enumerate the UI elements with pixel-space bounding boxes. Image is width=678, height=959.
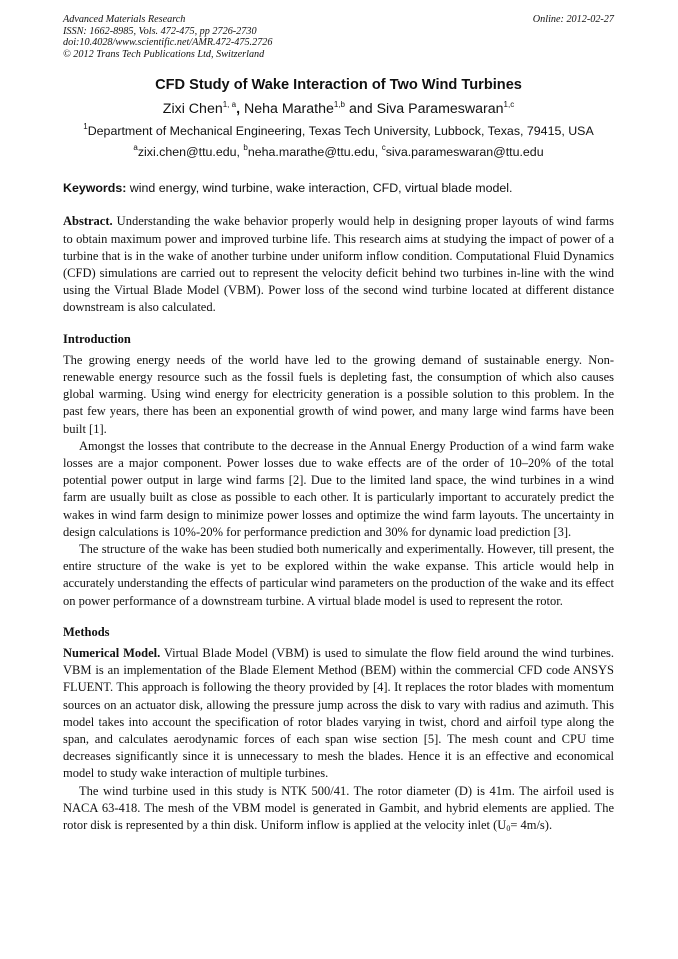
methods-paragraph [63,783,614,835]
email-list [63,145,614,159]
author-name: Siva Parameswaran [376,101,504,118]
paper-title: CFD Study of Wake Interaction of Two Wind Turbines [155,77,522,94]
author-name: Neha Marathe [243,101,334,118]
methods-text-end: = 4m/s). [510,818,553,833]
email-superscript: a [133,143,138,153]
author-superscript: 1,c [503,100,515,110]
abstract-label: Abstract. [63,214,113,229]
author-separator: , [236,101,244,118]
intro-paragraph: The structure of the wake has been studied both numerically and experimentally. However, till present, the entire structure of the wake is yet to be explored within the wake expanse. This article would help in accurately understanding the effects of particular wind parameters on the production of the wake and its effect on power performance of a downstream turbine. A virtual blade model is used to represent the rotor. [63,542,614,608]
abstract-text: Understanding the wake behavior properly would help in designing proper layouts of wind farms to obtain maximum power and improved turbine life. This research aims at studying the impact of power of a turbine that is in the wake of another turbine under uniform inflow condition. Computational Fluid Dynamics (CFD) simulations are carried out to represent the velocity deficit behind two turbines in-line with the wind using the Virtual Blade Model (VBM). Power loss of the second wind turbine located at different distance downstream is also calculated. [63,214,614,315]
section-heading-introduction: Introduction [63,331,131,346]
velocity-subscript: 0 [506,824,511,834]
intro-paragraph: The growing energy needs of the world have led to the growing demand of sustainable energy. Non-renewable energy resource such as the fossil fuels is depleting fast, the consumption of which also causes global warming. Using wind energy for electricity generation is a possible solution to this problem. In the past few years, there has been an exponential growth of wind power, and many large wind farms have been built [1]. [63,352,614,436]
affiliation-text: Department of Mechanical Engineering, Texas Tech University, Lubbock, Texas, 79415, USA [87,124,594,139]
intro-paragraph: Amongst the losses that contribute to the decrease in the Annual Energy Production of a wind farm wake losses are a major component. Power losses due to wake effects are of the order of 10–20% of the total potential power output in large wind farms [2]. Due to the limited land space, the wind turbines in a wind farm are usually built as close as possible to each other. It is particularly important to accurately predict the wakes in wind farm design to minimize power losses and optimize the wind farm layouts. The uncertainty in design calculations is 10%-20% for performance prediction and 30% for dynamic load prediction [3]. [63,438,614,539]
doi-line: doi:10.4028/www.scientific.net/AMR.472-475.2726 [63,37,273,49]
email-link[interactable]: zixi.chen@ttu.edu, [137,145,244,160]
email-link[interactable]: siva.parameswaran@ttu.edu [385,145,544,160]
author-superscript: 1,b [333,100,345,110]
paper-page [63,14,614,834]
online-date: Online: 2012-02-27 [532,14,614,25]
methods-paragraph [63,645,614,783]
email-superscript: c [381,143,386,153]
email-superscript: b [243,143,248,153]
author-superscript: 1, a [222,100,237,110]
abstract [63,213,614,316]
keywords-label: Keywords: [63,181,127,196]
journal-name: Advanced Materials Research [63,14,186,25]
email-link[interactable]: neha.marathe@ttu.edu, [247,145,382,160]
methods-text: Virtual Blade Model (VBM) is used to simulate the flow field around the wind turbines. VBM is an implementation of the Blade Element Method (BEM) within the commercial CFD code ANSYS FLUENT. This approach is following the theory provided by [4]. It replaces the rotor blades with momentum sources on an actuator disk, allowing the pressure jump across the disk to vary with radius and azimuth. This model takes into account the specification of rotor blades varying in twist, chord and airfoil type along the span, and calculates aerodynamic forces of each span wise section [5]. The mesh count and CPU time decreases significantly since it is unnecessary to mesh the blades. Hence it is an effective and economical model to study wake interaction of multiple turbines. [63,646,614,781]
author-name: Zixi Chen [162,101,223,118]
methods-text: The wind turbine used in this study is NTK 500/41. The rotor diameter (D) is 41m. The airfoil used is NACA 63-418. The mesh of the VBM model is generated in Gambit, and hybrid elements are applied. The rotor disk is represented by a thin disk. Uniform inflow is applied at the velocity inlet (U [63,783,614,833]
keywords [63,181,614,195]
copyright-line: © 2012 Trans Tech Publications Ltd, Switzerland [63,48,265,60]
author-separator: and [345,101,377,118]
affiliation [63,124,614,138]
journal-header [63,14,614,60]
affiliation-superscript: 1 [83,122,88,132]
keywords-text: wind energy, wind turbine, wake interaction, CFD, virtual blade model. [126,181,513,196]
section-heading-methods: Methods [63,624,110,639]
issn-line: ISSN: 1662-8985, Vols. 472-475, pp 2726-2730 [63,25,257,37]
author-list [63,101,614,117]
subsection-label: Numerical Model. [63,646,161,661]
